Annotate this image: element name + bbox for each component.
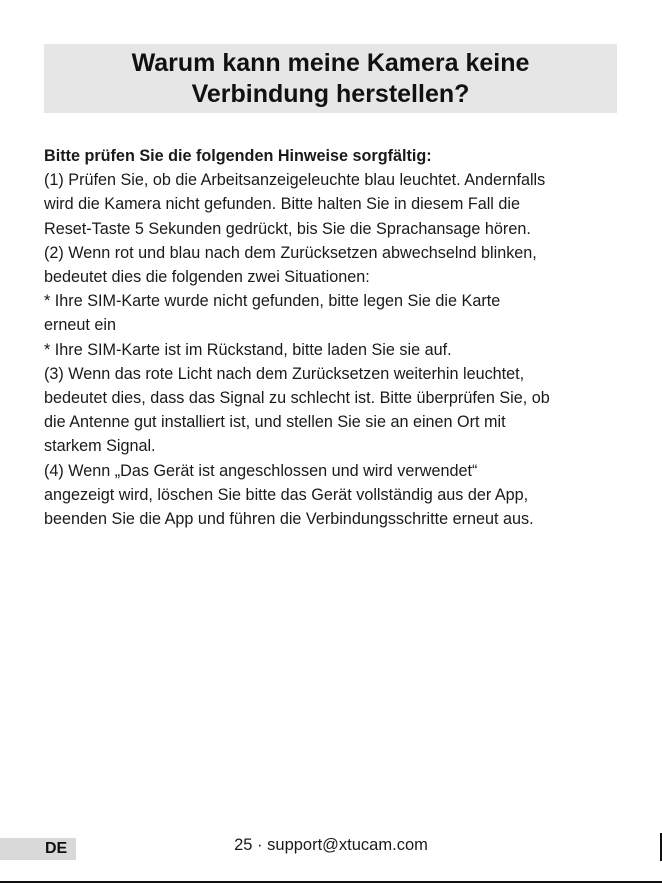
title-box [44,44,617,113]
body-line: starkem Signal. [44,437,156,456]
body-text [44,144,624,531]
body-line: Reset-Taste 5 Sekunden gedrückt, bis Sie die Sprachansage hören. [44,219,531,238]
body-line: (2) Wenn rot und blau nach dem Zurücksetzen abwechselnd blinken, [44,243,537,262]
page-title-line-1: Warum kann meine Kamera keine [131,48,530,77]
language-label: DE [45,840,68,857]
page-title-line-2: Verbindung herstellen? [191,79,470,108]
body-line: (4) Wenn „Das Gerät ist angeschlossen und wird verwendet“ [44,461,478,480]
body-line: bedeutet dies, dass das Signal zu schlecht ist. Bitte überprüfen Sie, ob [44,389,550,408]
body-line: bedeutet dies die folgenden zwei Situationen: [44,268,370,287]
body-line: (3) Wenn das rote Licht nach dem Zurücksetzen weiterhin leuchtet, [44,364,525,383]
body-line: * Ihre SIM-Karte ist im Rückstand, bitte laden Sie sie auf. [44,340,452,359]
body-line: wird die Kamera nicht gefunden. Bitte halten Sie in diesem Fall die [44,195,520,214]
body-line: angezeigt wird, löschen Sie bitte das Gerät vollständig aus der App, [44,485,529,504]
body-line: beenden Sie die App und führen die Verbindungsschritte erneut aus. [44,510,534,529]
body-line: * Ihre SIM-Karte wurde nicht gefunden, bitte legen Sie die Karte [44,292,501,311]
body-line: (1) Prüfen Sie, ob die Arbeitsanzeigeleuchte blau leuchtet. Andernfalls [44,171,546,190]
body-line: erneut ein [44,316,116,335]
body-line: die Antenne gut installiert ist, und stellen Sie sie an einen Ort mit [44,413,506,432]
page-footer [0,834,662,860]
intro-heading: Bitte prüfen Sie die folgenden Hinweise sorgfältig: [44,147,432,165]
page-number-and-support-email: 25 · support@xtucam.com [234,836,428,854]
